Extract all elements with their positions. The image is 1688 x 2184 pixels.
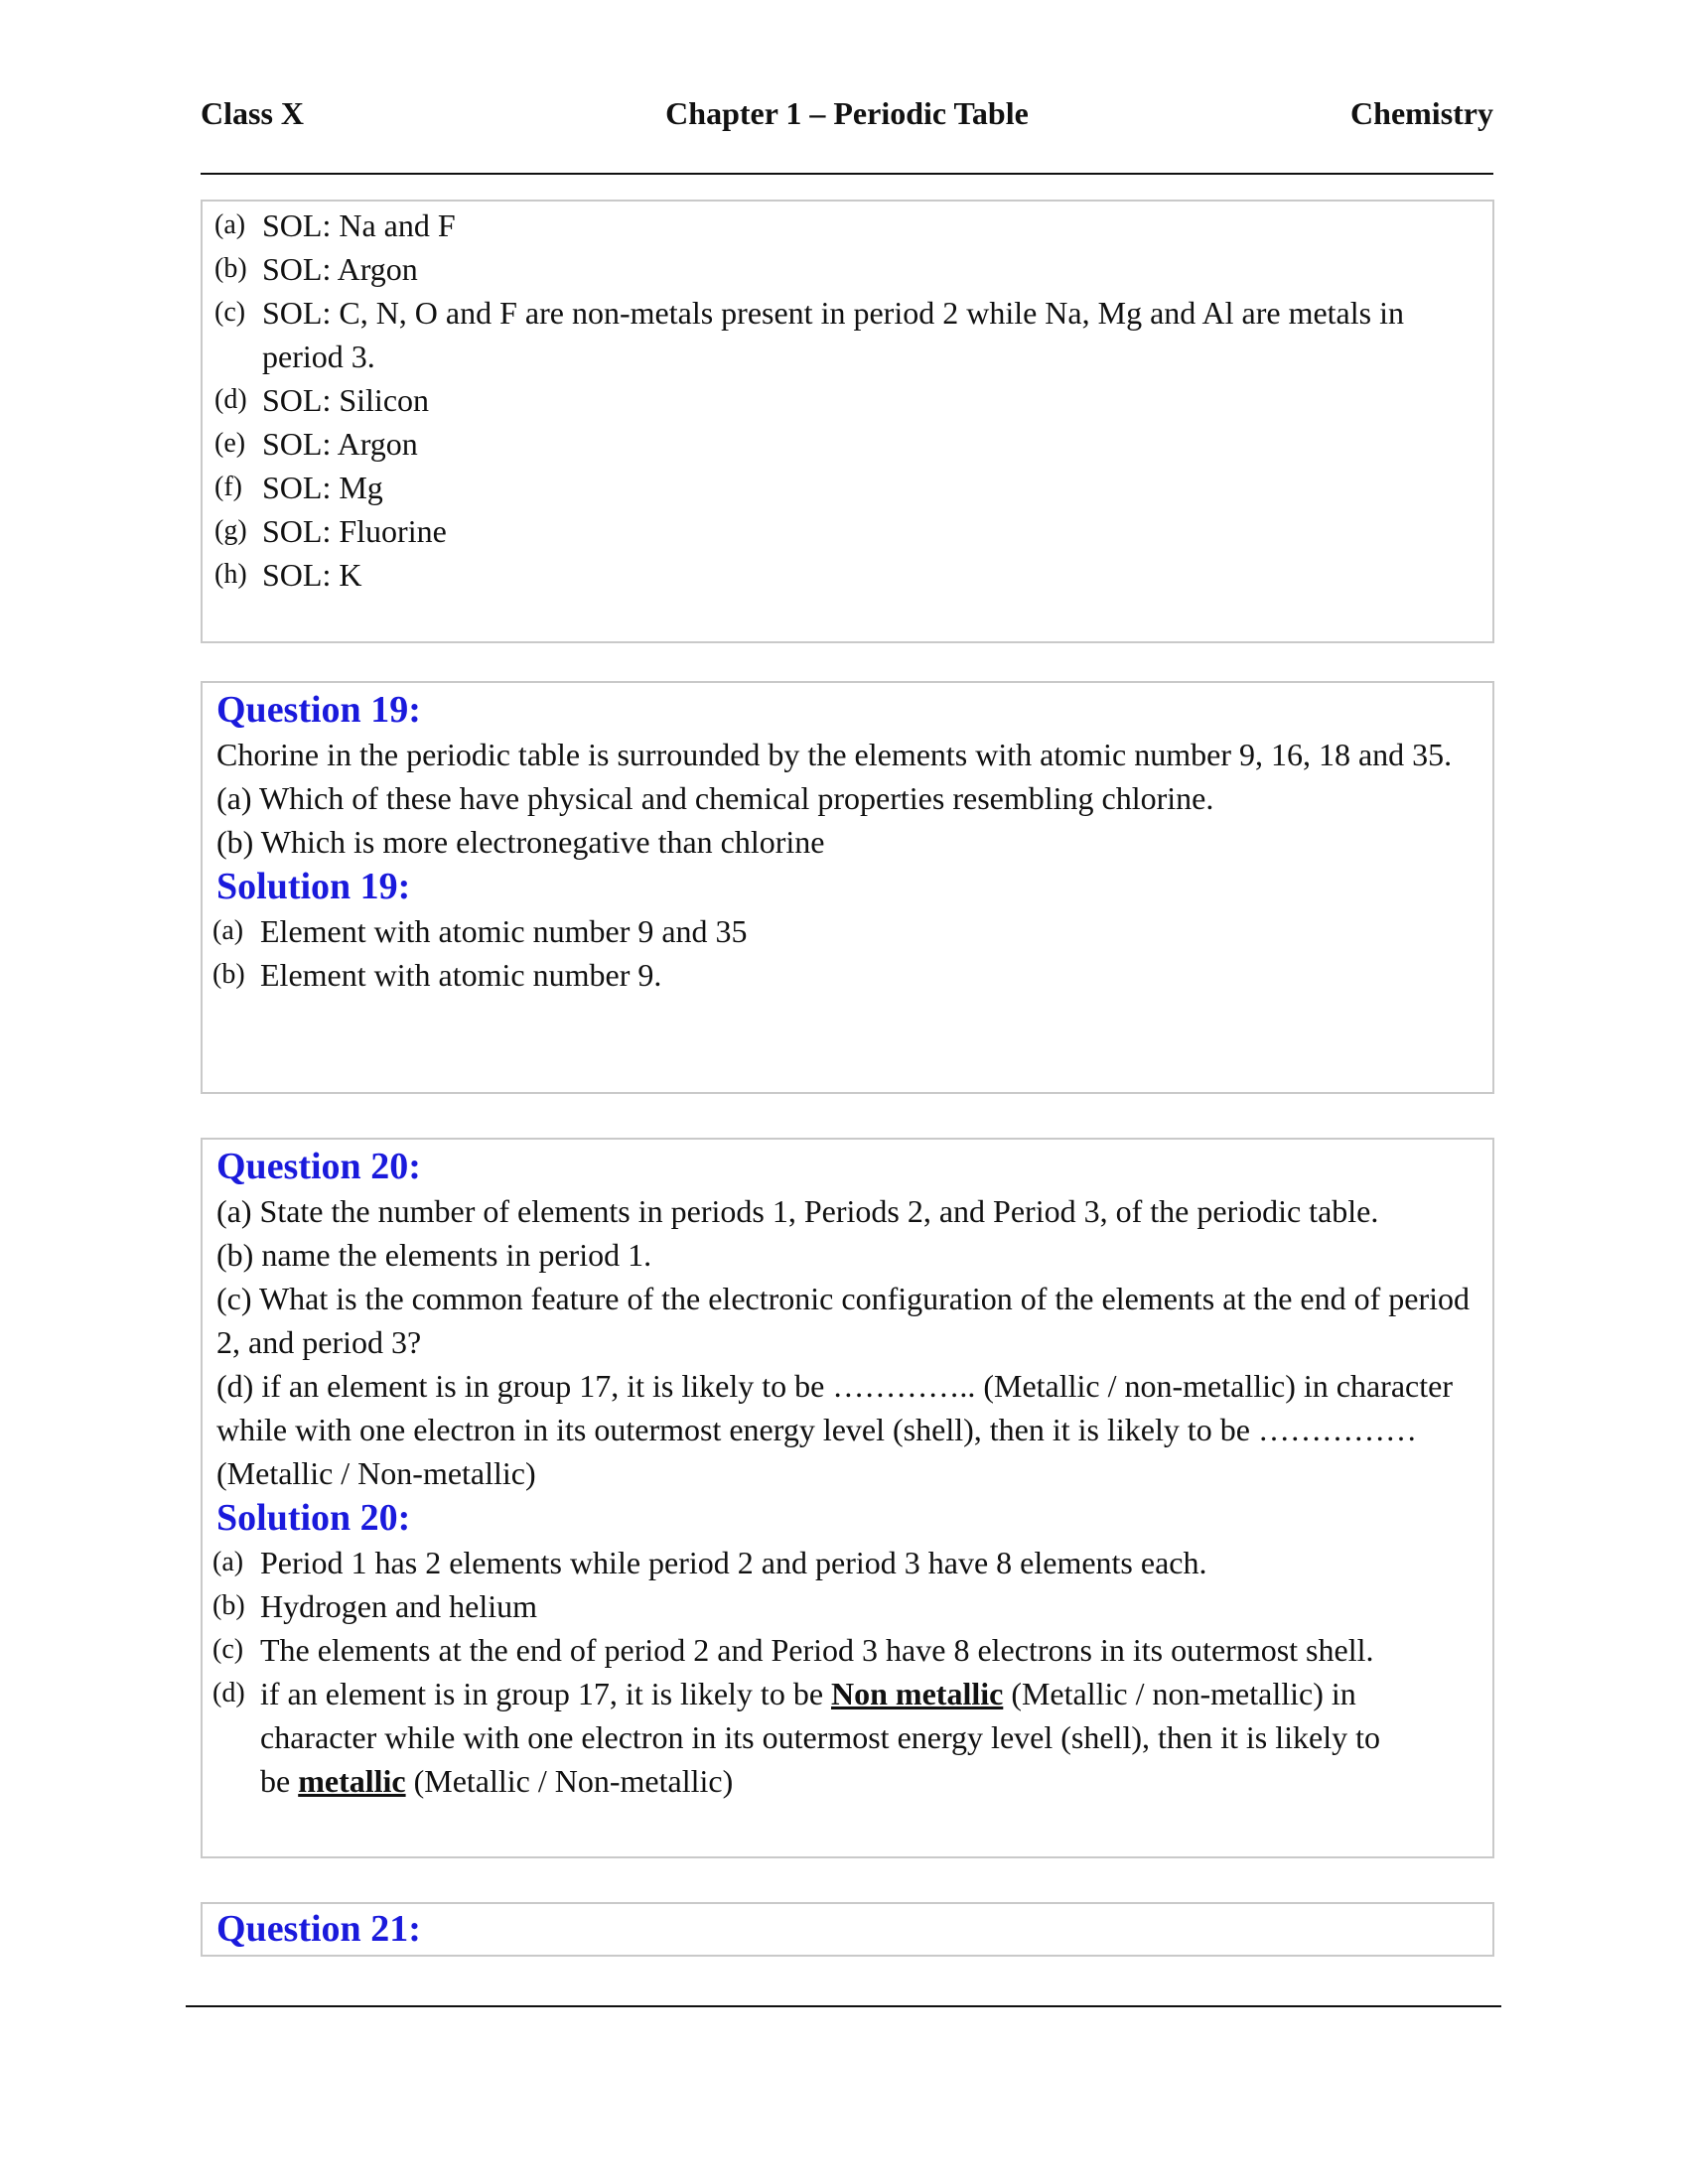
item-label: (a)	[212, 1547, 244, 1577]
item-text-part: (Metallic / Non-metallic)	[405, 1763, 734, 1799]
item-text: SOL: Argon	[262, 426, 418, 462]
item-label: (h)	[214, 559, 247, 590]
item-text	[260, 1676, 1380, 1799]
answer-non-metallic: Non metallic	[831, 1676, 1004, 1711]
item-label: (d)	[214, 384, 247, 415]
question-19-part-b: (b) Which is more electronegative than chlorine	[216, 824, 825, 860]
list-item	[214, 466, 1477, 509]
solution-20-list	[212, 1541, 1471, 1803]
header-subject: Chemistry	[1350, 95, 1493, 131]
header-chapter-title: Chapter 1 – Periodic Table	[665, 95, 1029, 131]
answer-metallic: metallic	[298, 1763, 406, 1799]
question-20-title: Question 20:	[216, 1146, 421, 1187]
item-text: Element with atomic number 9 and 35	[260, 913, 748, 949]
item-label: (f)	[214, 472, 242, 502]
item-label: (b)	[214, 253, 247, 284]
item-text-part: (Metallic / non-metallic) in character while with one electron in its outermost energy level (shell), then it is likely to be	[260, 1676, 1380, 1799]
question-19-part-a: (a) Which of these have physical and chemical properties resembling chlorine.	[216, 780, 1214, 816]
question-19-box	[201, 681, 1494, 1094]
item-label: (g)	[214, 515, 247, 546]
item-text: SOL: Na and F	[262, 207, 456, 243]
question-20-part-a: (a) State the number of elements in periods 1, Periods 2, and Period 3, of the periodic table.	[216, 1193, 1379, 1229]
list-item	[212, 909, 1471, 953]
item-text: SOL: Mg	[262, 470, 383, 505]
list-item	[214, 247, 1477, 291]
item-label: (b)	[212, 1590, 245, 1621]
list-item	[214, 378, 1477, 422]
item-label: (e)	[214, 428, 246, 459]
solution-19-list	[212, 909, 1471, 997]
item-label: (a)	[212, 915, 244, 946]
item-text: SOL: K	[262, 557, 362, 593]
list-item	[212, 1628, 1471, 1672]
item-label: (b)	[212, 959, 245, 990]
header-divider	[201, 173, 1493, 175]
list-item	[214, 422, 1477, 466]
question-19-text: Chorine in the periodic table is surrounded by the elements with atomic number 9, 16, 18 and 35.	[216, 737, 1453, 772]
item-text: Period 1 has 2 elements while period 2 and period 3 have 8 elements each.	[260, 1545, 1207, 1580]
list-item	[212, 1584, 1471, 1628]
solution-20-title: Solution 20:	[216, 1497, 411, 1539]
item-text: SOL: Silicon	[262, 382, 430, 418]
list-item	[214, 509, 1477, 553]
item-label: (c)	[212, 1634, 244, 1665]
question-20-box	[201, 1138, 1494, 1858]
list-item	[212, 1672, 1471, 1803]
question-19-title: Question 19:	[216, 689, 421, 731]
question-21-title: Question 21:	[216, 1908, 421, 1950]
question-20-part-b: (b) name the elements in period 1.	[216, 1237, 652, 1273]
list-item	[212, 953, 1471, 997]
list-item	[214, 204, 1477, 247]
previous-solutions-list	[214, 204, 1477, 597]
list-item	[214, 553, 1477, 597]
list-item	[212, 1541, 1471, 1584]
previous-solutions-box	[201, 200, 1494, 643]
item-text: SOL: Argon	[262, 251, 418, 287]
footer-divider	[186, 2005, 1501, 2007]
item-text: The elements at the end of period 2 and Period 3 have 8 electrons in its outermost shell.	[260, 1632, 1374, 1668]
item-text: SOL: C, N, O and F are non-metals present in period 2 while Na, Mg and Al are metals in period 3.	[262, 295, 1404, 374]
list-item	[214, 291, 1477, 378]
item-label: (c)	[214, 297, 246, 328]
question-20-part-d: (d) if an element is in group 17, it is likely to be ………….. (Metallic / non-metallic) in character while with one electron in its outermost energy level (shell), then it is likely to be ……………(Metallic / Non-metallic)	[216, 1368, 1453, 1491]
item-text: Hydrogen and helium	[260, 1588, 538, 1624]
item-label: (a)	[214, 209, 246, 240]
page-header	[201, 95, 1493, 143]
solution-19-title: Solution 19:	[216, 866, 411, 907]
question-21-box	[201, 1902, 1494, 1957]
item-text: SOL: Fluorine	[262, 513, 447, 549]
question-20-part-c: (c) What is the common feature of the electronic configuration of the elements at the end of period 2, and period 3?	[216, 1281, 1471, 1360]
item-text-part: if an element is in group 17, it is likely to be	[260, 1676, 832, 1711]
header-class: Class X	[201, 95, 305, 131]
item-label: (d)	[212, 1678, 245, 1708]
item-text: Element with atomic number 9.	[260, 957, 662, 993]
